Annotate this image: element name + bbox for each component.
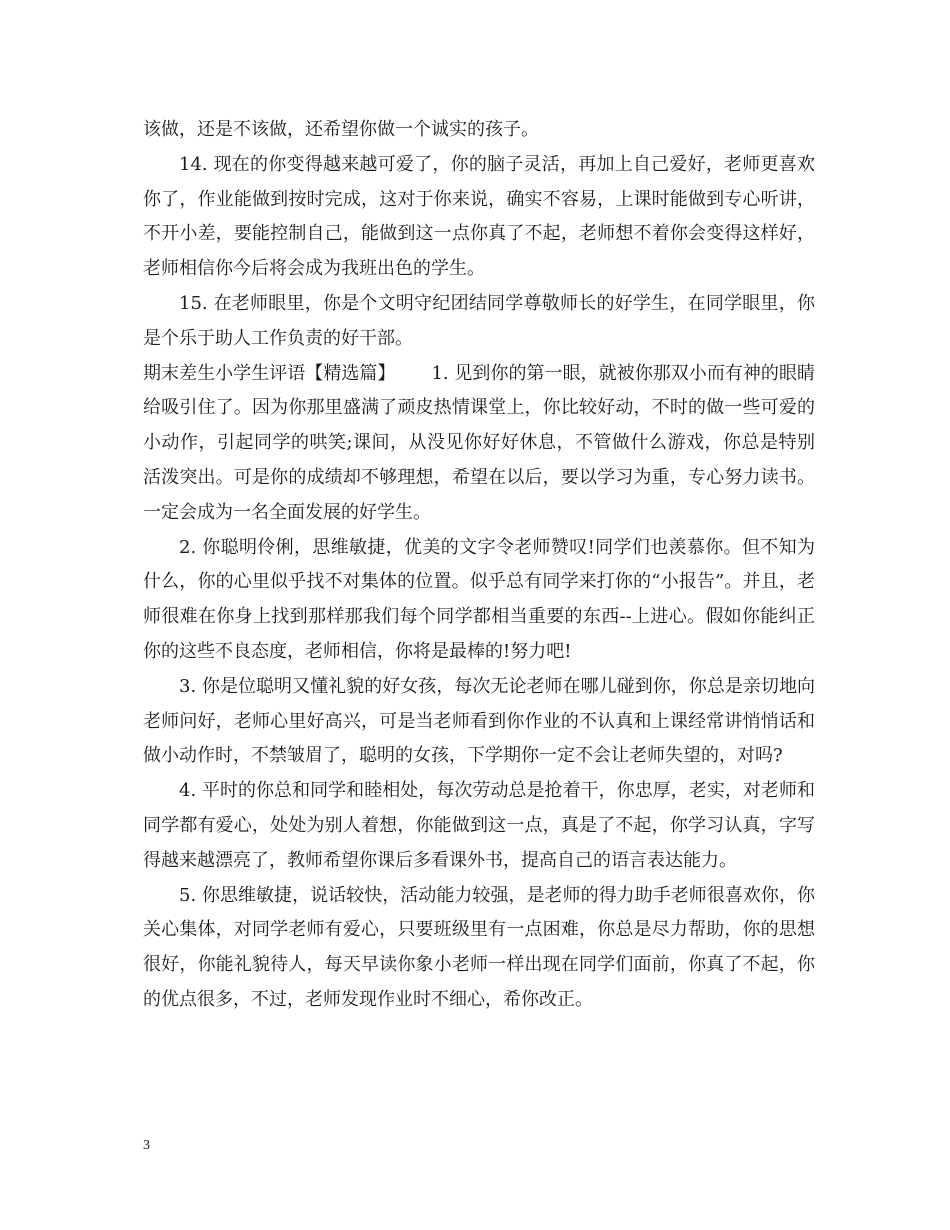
page-number: 3 <box>143 1138 150 1153</box>
section-item-2: 2. 你聪明伶俐，思维敏捷，优美的文字令老师赞叹!同学们也羡慕你。但不知为什么，你的心里似乎找不对集体的位置。似乎总有同学来打你的“小报告”。并且，老师很难在你身上找到那样那我们每个同学都相当重要的东西--上进心。假如你能纠正你的这些不良态度，老师相信，你将是最棒的!努力吧! <box>143 536 815 662</box>
section-paragraph-1 <box>143 357 815 531</box>
section-item-5: 5. 你思维敏捷，说话较快，活动能力较强，是老师的得力助手老师很喜欢你，你关心集体，对同学老师有爱心，只要班级里有一点困难，你总是尽力帮助，你的思想很好，你能礼貌待人，每天早读你象小老师一样出现在同学们面前，你真了不起，你的优点很多，不过，老师发现作业时不细心，希你改正。 <box>143 884 815 1010</box>
paragraph-15: 15. 在老师眼里，你是个文明守纪团结同学尊敬师长的好学生，在同学眼里，你是个乐于助人工作负责的好干部。 <box>143 292 815 349</box>
document-body <box>143 113 815 1018</box>
section-item-1: 1. 见到你的第一眼，就被你那双小而有神的眼睛给吸引住了。因为你那里盛满了顽皮热情课堂上，你比较好动，不时的做一些可爱的小动作，引起同学的哄笑;课间，从没见你好好休息，不管做什么游戏，你总是特别活泼突出。可是你的成绩却不够理想，希望在以后，要以学习为重，专心努力读书。一定会成为一名全面发展的好学生。 <box>143 362 815 523</box>
section-heading: 期末差生小学生评语【精选篇】 <box>143 362 396 384</box>
paragraph-continuation: 该做，还是不该做，还希望你做一个诚实的孩子。 <box>143 119 539 140</box>
paragraph-14: 14. 现在的你变得越来越可爱了，你的脑子灵活，再加上自己爱好，老师更喜欢你了，作业能做到按时完成，这对于你来说，确实不容易，上课时能做到专心听讲，不开小差，要能控制自己，能做到这一点你真了不起，老师想不着你会变得这样好，老师相信你今后将会成为我班出色的学生。 <box>143 153 815 280</box>
section-item-4: 4. 平时的你总和同学和睦相处，每次劳动总是抢着干，你忠厚，老实，对老师和同学都有爱心，处处为别人着想，你能做到这一点，真是了不起，你学习认真，字写得越来越漂亮了，教师希望你课后多看课外书，提高自己的语言表达能力。 <box>143 780 815 871</box>
section-item-3: 3. 你是位聪明又懂礼貌的好女孩，每次无论老师在哪儿碰到你，你总是亲切地向老师问好，老师心里好高兴，可是当老师看到你作业的不认真和上课经常讲悄悄话和做小动作时，不禁皱眉了，聪明的女孩，下学期你一定不会让老师失望的，对吗? <box>143 675 815 767</box>
